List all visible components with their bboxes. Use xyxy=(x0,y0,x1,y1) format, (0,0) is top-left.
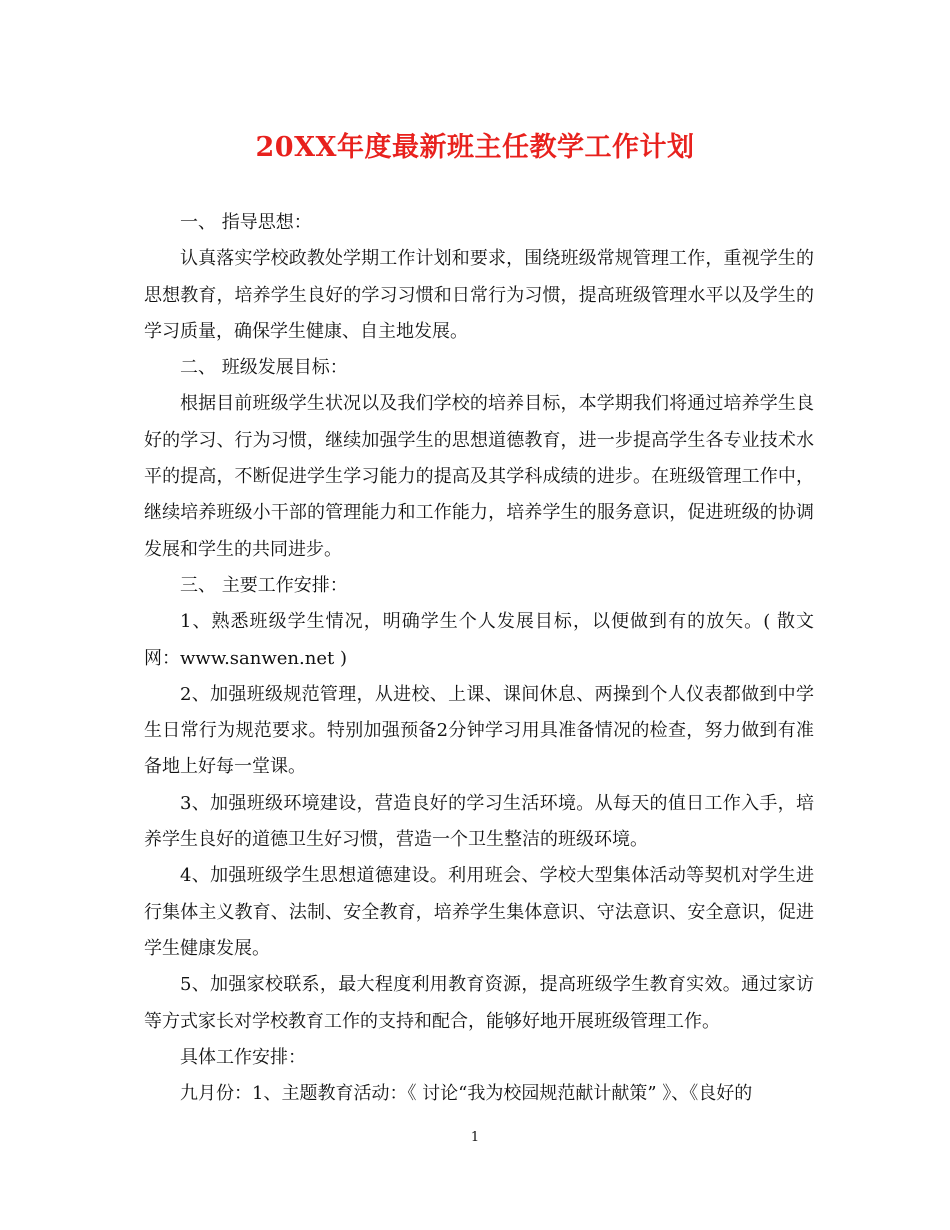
heading-class-goals: 二、 班级发展目标： xyxy=(180,357,348,379)
paragraph-guiding-thought: 认真落实学校政教处学期工作计划和要求，围绕班级常规管理工作，重视学生的思想教育，培养学生良好的学习习惯和日常行为习惯，提高班级管理水平以及学生的学习质量，确保学生健康、自主地发展。 xyxy=(144,248,814,342)
page-number: 1 xyxy=(470,1130,480,1145)
paragraph-september: 九月份：1、主题教育活动：《 讨论“我为校园规范献计献策” 》、《良好的 xyxy=(180,1083,753,1105)
list-item-3: 3、加强班级环境建设，营造良好的学习生活环境。从每天的值日工作入手，培养学生良好的道德卫生好习惯，营造一个卫生整洁的班级环境。 xyxy=(144,792,814,851)
heading-guiding-thought: 一、 指导思想： xyxy=(180,212,312,233)
list-item-5: 5、加强家校联系，最大程度利用教育资源，提高班级学生教育实效。通过家访等方式家长对学校教育工作的支持和配合，能够好地开展班级管理工作。 xyxy=(144,974,814,1032)
list-item-2: 2、加强班级规范管理，从进校、上课、课间休息、两操到个人仪表都做到中学生日常行为规范要求。特别加强预备2分钟学习用具准备情况的检查，努力做到有准备地上好每一堂课。 xyxy=(144,683,814,778)
list-item-1: 1、熟悉班级学生情况，明确学生个人发展目标，以便做到有的放矢。( 散文网：www.sanwen.net ) xyxy=(144,611,814,669)
heading-specific-work: 具体工作安排： xyxy=(180,1046,306,1068)
paragraph-class-goals: 根据目前班级学生状况以及我们学校的培养目标，本学期我们将通过培养学生良好的学习、行为习惯，继续加强学生的思想道德教育，进一步提高学生各专业技术水平的提高，不断促进学生学习能力的提高及其学科成绩的进步。在班级管理工作中，继续培养班级小干部的管理能力和工作能力，培养学生的服务意识，促进班级的协调发展和学生的共同进步。 xyxy=(144,393,814,560)
document-body xyxy=(144,205,814,1112)
heading-main-work: 三、 主要工作安排： xyxy=(180,574,348,596)
list-item-4: 4、加强班级学生思想道德建设。利用班会、学校大型集体活动等契机对学生进行集体主义教育、法制、安全教育，培养学生集体意识、守法意识、安全意识，促进学生健康发展。 xyxy=(144,865,814,959)
document-title: 20XX年度最新班主任教学工作计划 xyxy=(255,132,695,163)
